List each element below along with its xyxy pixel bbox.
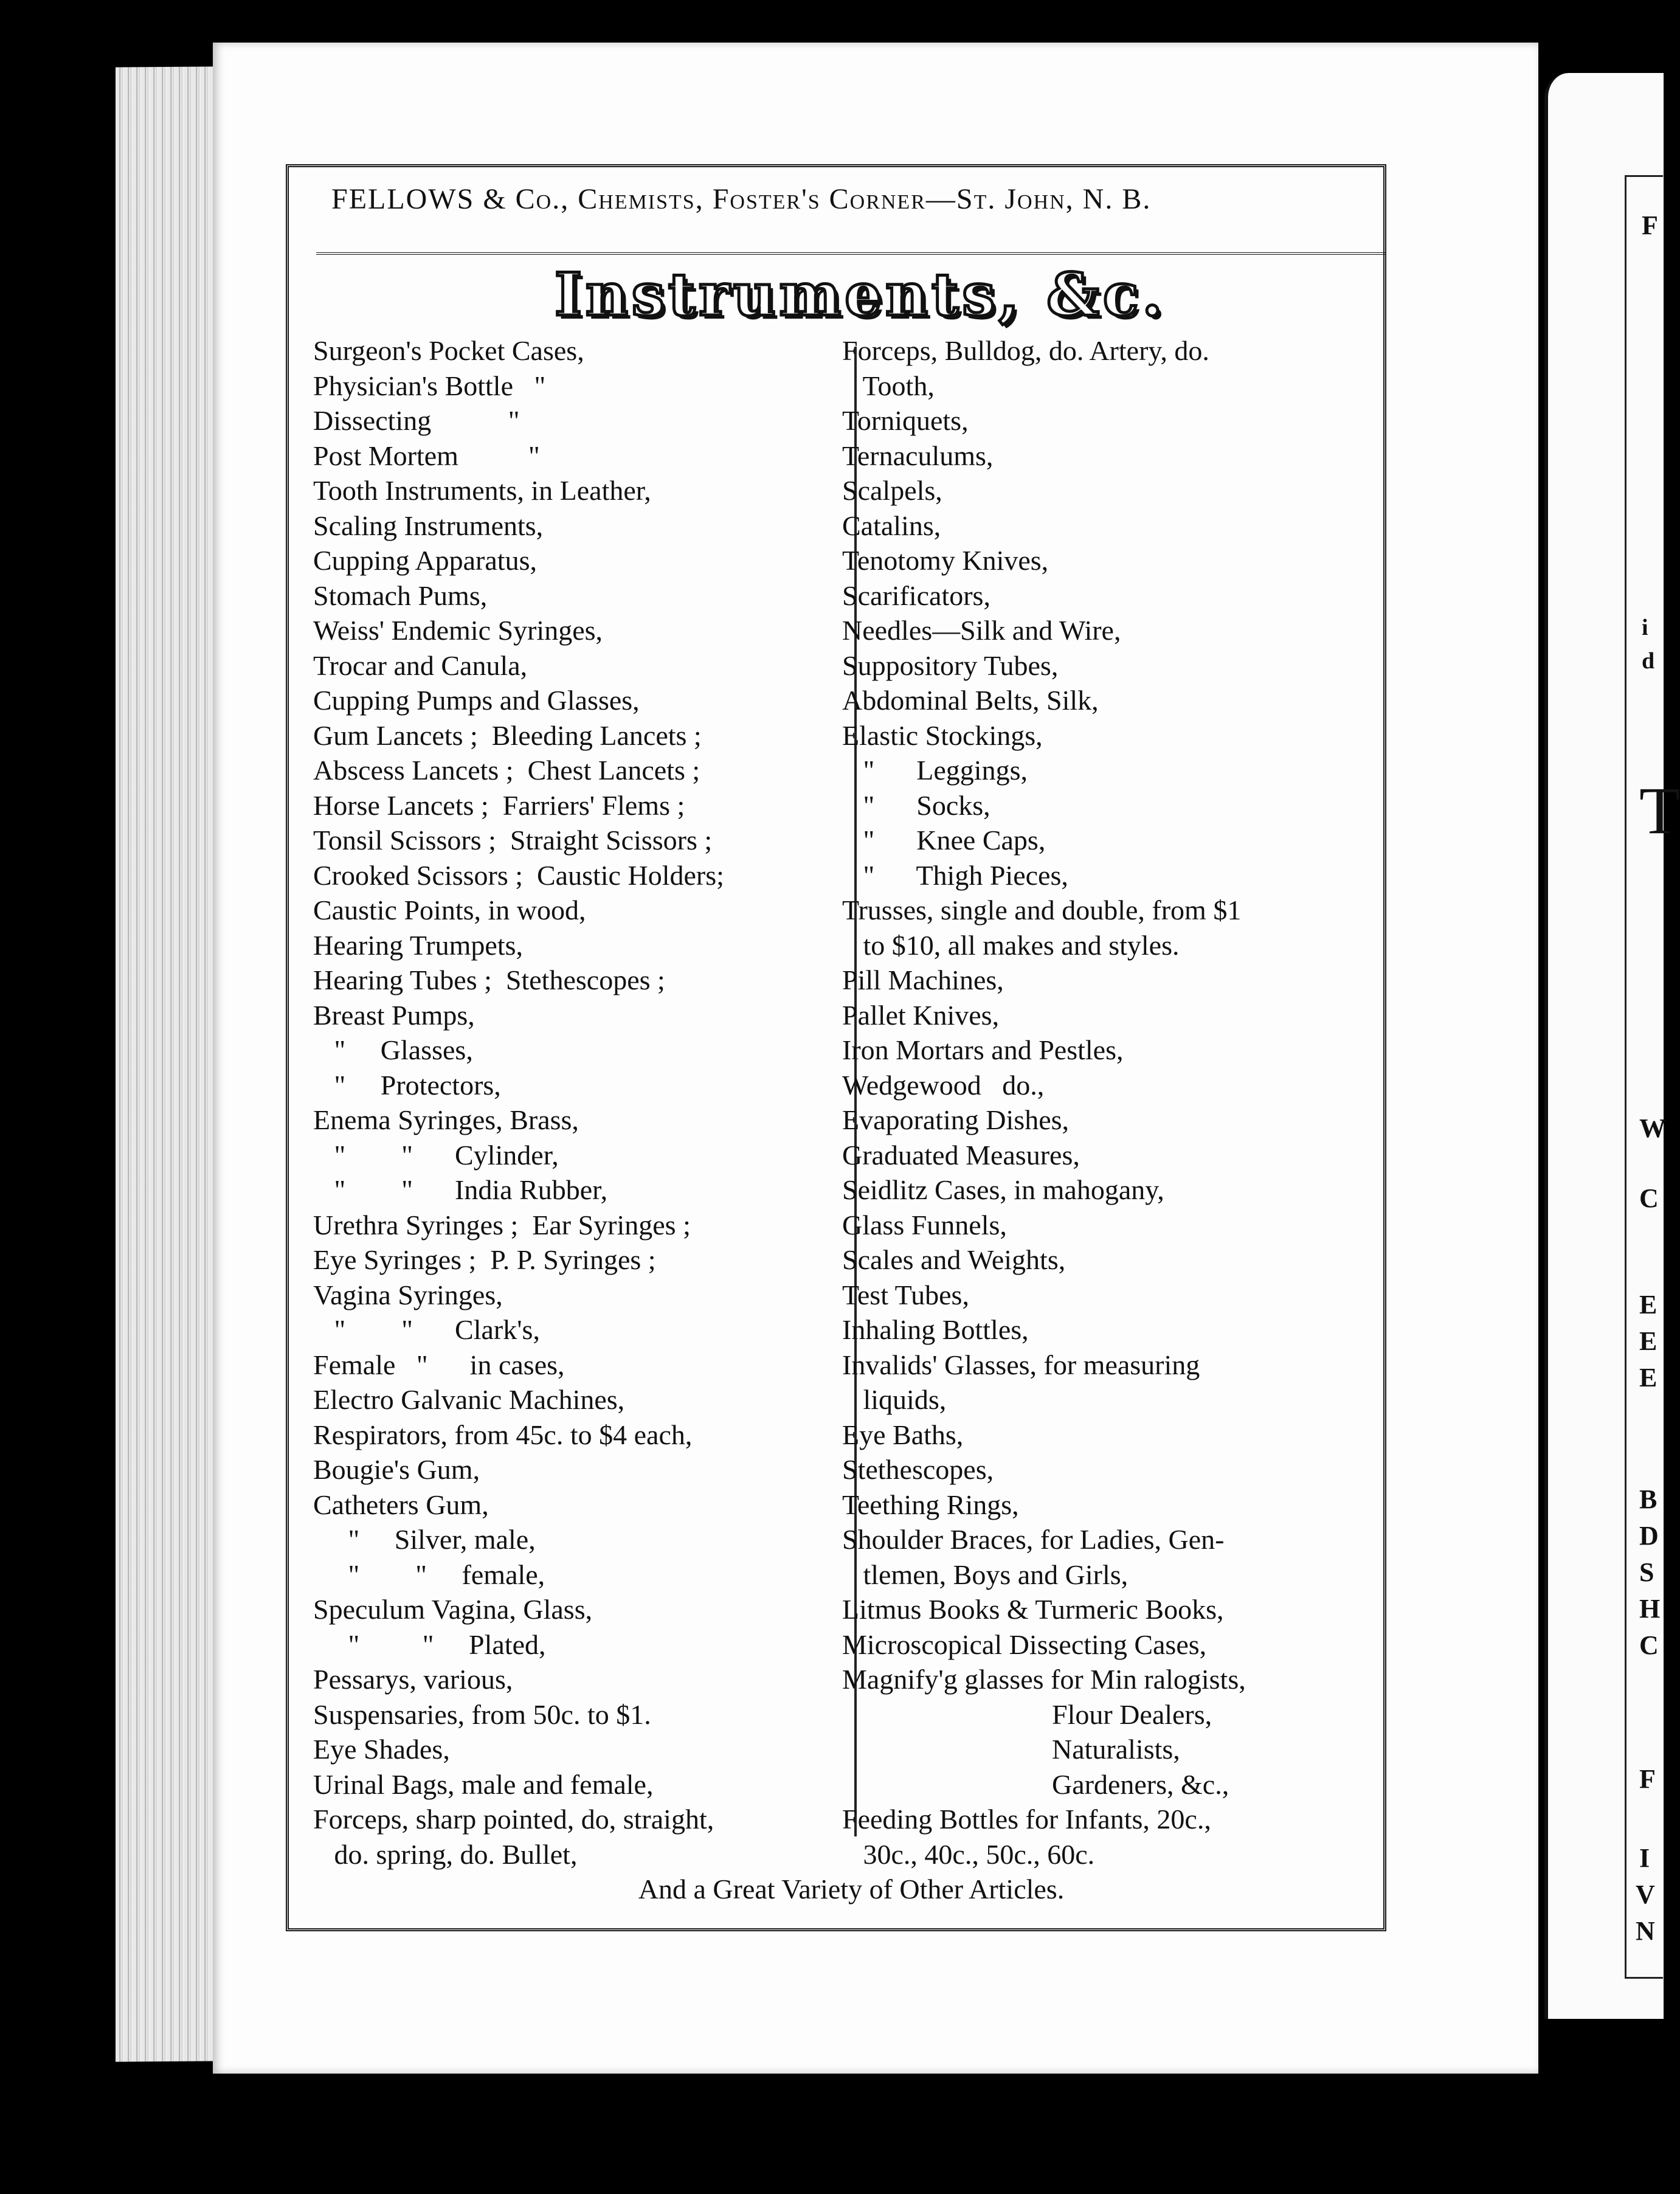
left-item-list: [313, 333, 848, 1872]
list-item: Seidlitz Cases, in mahogany,: [842, 1174, 1164, 1205]
list-item: Pessarys, various,: [313, 1664, 513, 1695]
adjacent-letter: i: [1642, 615, 1648, 640]
list-item: " Silver, male,: [313, 1524, 536, 1555]
list-item: Urethra Syringes ; Ear Syringes ;: [313, 1209, 691, 1241]
list-item: Eye Syringes ; P. P. Syringes ;: [313, 1244, 656, 1275]
list-item: " Knee Caps,: [842, 825, 1046, 856]
adjacent-letter: d: [1642, 648, 1655, 674]
list-item: liquids,: [842, 1384, 947, 1415]
list-item: " " Plated,: [313, 1628, 546, 1660]
list-item: " " India Rubber,: [313, 1174, 608, 1205]
list-item: Stethescopes,: [842, 1454, 994, 1485]
list-item: " Thigh Pieces,: [842, 859, 1068, 891]
list-item: Litmus Books & Turmeric Books,: [842, 1594, 1224, 1625]
list-item: Tooth Instruments, in Leather,: [313, 475, 651, 506]
list-item: " Leggings,: [842, 755, 1028, 786]
list-item: Pallet Knives,: [842, 999, 1000, 1031]
list-item: Horse Lancets ; Farriers' Flems ;: [313, 789, 685, 821]
list-item: Abscess Lancets ; Chest Lancets ;: [313, 755, 700, 786]
list-item: Eye Baths,: [842, 1419, 964, 1450]
list-item: Tooth,: [842, 370, 935, 401]
list-item: tlemen, Boys and Girls,: [842, 1559, 1129, 1590]
list-item: Abdominal Belts, Silk,: [842, 685, 1099, 716]
list-item: Inhaling Bottles,: [842, 1314, 1029, 1345]
list-item: Test Tubes,: [842, 1279, 969, 1310]
list-item: Flour Dealers,: [842, 1698, 1212, 1730]
list-item: Dissecting ": [313, 405, 520, 436]
list-item: Magnify'g glasses for Min ralogists,: [842, 1664, 1246, 1695]
list-item: Surgeon's Pocket Cases,: [313, 335, 584, 366]
list-item: Teething Rings,: [842, 1489, 1019, 1520]
list-item: Tenotomy Knives,: [842, 545, 1049, 576]
list-item: Bougie's Gum,: [313, 1454, 480, 1485]
adjacent-letter: B: [1639, 1484, 1658, 1514]
list-item: Physician's Bottle ": [313, 370, 546, 401]
adjacent-letter: E: [1639, 1363, 1658, 1393]
list-item: Scalpels,: [842, 475, 942, 506]
list-item: Glass Funnels,: [842, 1209, 1007, 1241]
adjacent-letter: F: [1642, 210, 1658, 240]
adjacent-letter: D: [1639, 1521, 1659, 1551]
list-item: Enema Syringes, Brass,: [313, 1104, 579, 1135]
list-item: Pill Machines,: [842, 964, 1004, 995]
list-item: Scaling Instruments,: [313, 510, 544, 541]
list-item: Trusses, single and double, from $1: [842, 895, 1242, 926]
advertisement-title: Instruments, &c.: [555, 260, 1166, 329]
list-item: " " female,: [313, 1559, 545, 1590]
adjacent-letter: E: [1639, 1326, 1658, 1356]
list-item: Suppository Tubes,: [842, 649, 1059, 681]
list-item: Gum Lancets ; Bleeding Lancets ;: [313, 719, 702, 751]
list-item: Graduated Measures,: [842, 1139, 1080, 1171]
list-item: Cupping Apparatus,: [313, 545, 537, 576]
list-item: Elastic Stockings,: [842, 719, 1043, 751]
book-page-edges: [116, 66, 219, 2061]
list-item: Crooked Scissors ; Caustic Holders;: [313, 859, 724, 891]
list-item: Scales and Weights,: [842, 1244, 1066, 1275]
adjacent-letter: T: [1639, 773, 1680, 848]
header-divider: [316, 252, 1386, 255]
list-item: Forceps, Bulldog, do. Artery, do.: [842, 335, 1209, 366]
adjacent-letter: E: [1639, 1290, 1658, 1320]
adjacent-letter: C: [1639, 1630, 1659, 1660]
list-item: Catheters Gum,: [313, 1489, 489, 1520]
list-item: Wedgewood do.,: [842, 1069, 1045, 1101]
list-item: " " Cylinder,: [313, 1139, 559, 1171]
list-item: Gardeners, &c.,: [842, 1768, 1229, 1800]
list-item: " Protectors,: [313, 1069, 501, 1101]
list-item: " Glasses,: [313, 1034, 473, 1065]
list-item: " Socks,: [842, 789, 990, 821]
adjacent-letter: W: [1639, 1113, 1666, 1143]
adjacent-letter: N: [1636, 1916, 1655, 1946]
list-item: Needles—Silk and Wire,: [842, 615, 1121, 646]
list-item: Urinal Bags, male and female,: [313, 1768, 654, 1800]
list-item: Catalins,: [842, 510, 941, 541]
list-item: Shoulder Braces, for Ladies, Gen-: [842, 1524, 1225, 1555]
list-item: Stomach Pums,: [313, 580, 488, 611]
list-item: Caustic Points, in wood,: [313, 895, 586, 926]
list-item: Trocar and Canula,: [313, 649, 528, 681]
list-item: Iron Mortars and Pestles,: [842, 1034, 1124, 1065]
list-item: Hearing Tubes ; Stethescopes ;: [313, 964, 665, 995]
list-item: Naturalists,: [842, 1734, 1180, 1765]
adjacent-letter: C: [1639, 1183, 1659, 1213]
list-item: Speculum Vagina, Glass,: [313, 1594, 593, 1625]
list-item: 30c., 40c., 50c., 60c.: [842, 1838, 1095, 1870]
list-item: Hearing Trumpets,: [313, 929, 523, 961]
list-item: Female " in cases,: [313, 1349, 565, 1380]
list-item: Weiss' Endemic Syringes,: [313, 615, 603, 646]
list-item: Forceps, sharp pointed, do, straight,: [313, 1804, 714, 1835]
adjacent-letter: H: [1639, 1594, 1661, 1624]
list-item: Suspensaries, from 50c. to $1.: [313, 1698, 651, 1730]
adjacent-letter: I: [1639, 1843, 1650, 1873]
adjacent-letter: S: [1639, 1557, 1654, 1587]
footer-text: And a Great Variety of Other Articles.: [638, 1874, 1065, 1905]
list-item: Evaporating Dishes,: [842, 1104, 1070, 1135]
list-item: Cupping Pumps and Glasses,: [313, 685, 640, 716]
list-item: Feeding Bottles for Infants, 20c.,: [842, 1804, 1211, 1835]
list-item: to $10, all makes and styles.: [842, 929, 1180, 961]
list-item: Respirators, from 45c. to $4 each,: [313, 1419, 693, 1450]
list-item: Electro Galvanic Machines,: [313, 1384, 625, 1415]
adjacent-page-frame: [1625, 175, 1663, 1979]
list-item: Breast Pumps,: [313, 999, 475, 1031]
adjacent-letter: V: [1636, 1880, 1655, 1909]
list-item: Post Mortem ": [313, 440, 540, 471]
list-item: Vagina Syringes,: [313, 1279, 503, 1310]
right-item-list: [842, 333, 1389, 1872]
list-item: Invalids' Glasses, for measuring: [842, 1349, 1200, 1380]
list-item: do. spring, do. Bullet,: [313, 1838, 578, 1870]
list-item: Torniquets,: [842, 405, 969, 436]
page-header: FELLOWS & Co., Chemists, Foster's Corner—St. John, N. B.: [331, 183, 1152, 215]
adjacent-letter: F: [1639, 1764, 1656, 1794]
list-item: Eye Shades,: [313, 1734, 450, 1765]
list-item: Scarificators,: [842, 580, 990, 611]
list-item: Ternaculums,: [842, 440, 994, 471]
list-item: " " Clark's,: [313, 1314, 540, 1345]
list-item: Tonsil Scissors ; Straight Scissors ;: [313, 825, 713, 856]
list-item: Microscopical Dissecting Cases,: [842, 1628, 1207, 1660]
